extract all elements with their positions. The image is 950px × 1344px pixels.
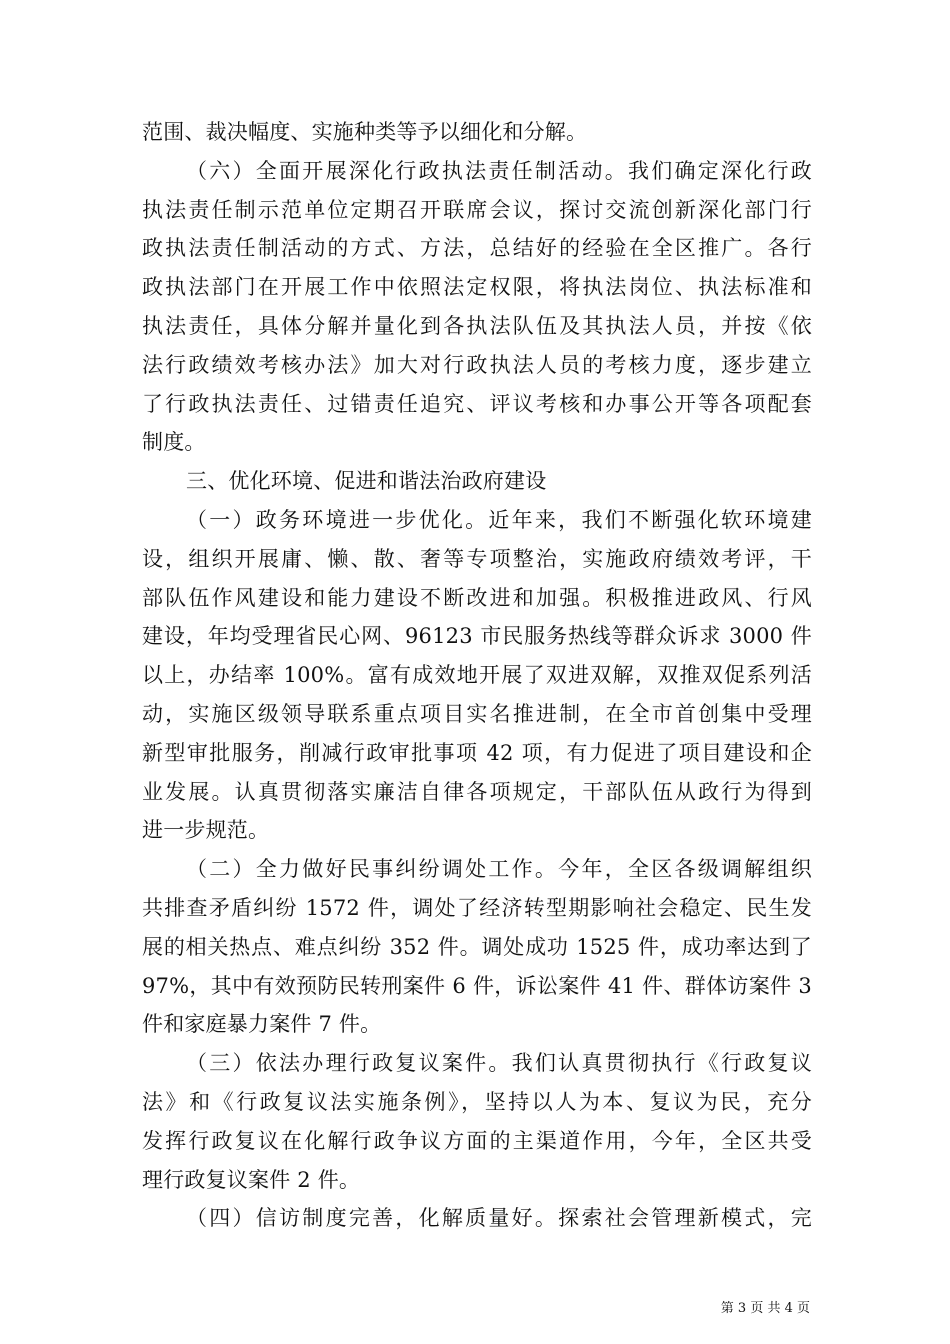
text-line: 97%，其中有效预防民转刑案件 6 件，诉讼案件 41 件、群体访案件 3 <box>142 973 812 998</box>
text-line: 执法责任制示范单位定期召开联席会议，探讨交流创新深化部门行 <box>142 197 812 222</box>
text-line: （四）信访制度完善，化解质量好。探索社会管理新模式，完 <box>186 1206 812 1231</box>
document-body <box>142 113 812 1238</box>
text-line: 建设，年均受理省民心网、96123 市民服务热线等群众诉求 3000 件 <box>142 624 812 649</box>
text-line: （三）依法办理行政复议案件。我们认真贯彻执行《行政复议 <box>186 1051 812 1076</box>
text-line: 进一步规范。 <box>142 818 270 843</box>
text-line: 政执法部门在开展工作中依照法定权限，将执法岗位、执法标准和 <box>142 275 812 300</box>
text-line: 范围、裁决幅度、实施种类等予以细化和分解。 <box>142 120 588 144</box>
text-line: 展的相关热点、难点纠纷 352 件。调处成功 1525 件，成功率达到了 <box>142 934 812 959</box>
text-line: 设，组织开展庸、懒、散、奢等专项整治，实施政府绩效考评，干 <box>142 546 812 571</box>
text-line: 政执法责任制活动的方式、方法，总结好的经验在全区推广。各行 <box>142 236 812 261</box>
text-line: 法行政绩效考核办法》加大对行政执法人员的考核力度，逐步建立 <box>142 352 812 377</box>
text-line: 部队伍作风建设和能力建设不断改进和加强。积极推进政风、行风 <box>142 585 812 610</box>
text-line: 了行政执法责任、过错责任追究、评议考核和办事公开等各项配套 <box>142 391 812 416</box>
text-line: （六）全面开展深化行政执法责任制活动。我们确定深化行政 <box>186 158 812 183</box>
text-line: 共排查矛盾纠纷 1572 件，调处了经济转型期影响社会稳定、民生发 <box>142 895 812 920</box>
text-line: 执法责任，具体分解并量化到各执法队伍及其执法人员，并按《依 <box>142 313 812 338</box>
text-line: 件和家庭暴力案件 7 件。 <box>142 1012 382 1037</box>
page-number-footer: 第 3 页 共 4 页 <box>720 1301 810 1316</box>
text-line: 三、优化环境、促进和谐法治政府建设 <box>186 469 547 494</box>
text-line: （二）全力做好民事纠纷调处工作。今年，全区各级调解组织 <box>186 857 812 882</box>
text-line: 业发展。认真贯彻落实廉洁自律各项规定，干部队伍从政行为得到 <box>142 779 812 804</box>
text-line: 以上，办结率 100%。富有成效地开展了双进双解，双推双促系列活 <box>142 663 812 688</box>
text-line: 理行政复议案件 2 件。 <box>142 1167 361 1192</box>
text-line: 新型审批服务，削减行政审批事项 42 项，有力促进了项目建设和企 <box>142 740 812 765</box>
text-line: 制度。 <box>142 430 206 455</box>
text-line: 法》和《行政复议法实施条例》，坚持以人为本、复议为民，充分 <box>142 1089 812 1114</box>
text-line: 发挥行政复议在化解行政争议方面的主渠道作用，今年，全区共受 <box>142 1128 812 1153</box>
text-line: 动，实施区级领导联系重点项目实名推进制，在全市首创集中受理 <box>142 701 812 726</box>
text-line: （一）政务环境进一步优化。近年来，我们不断强化软环境建 <box>186 507 812 532</box>
